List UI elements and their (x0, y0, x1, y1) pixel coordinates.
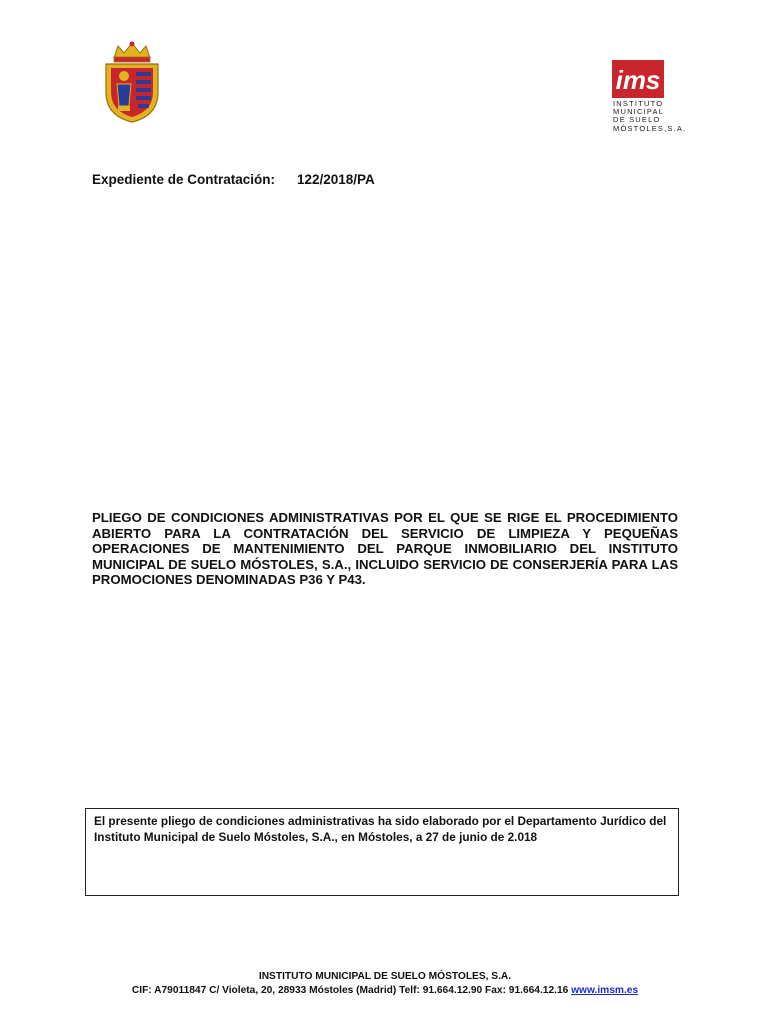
footer-contact-line (0, 984, 770, 998)
ims-logo-line: MUNICIPAL (613, 107, 665, 117)
expediente-line (92, 172, 375, 187)
page-footer (0, 970, 770, 997)
footer-contact-text: CIF: A79011847 C/ Violeta, 20, 28933 Móstoles (Madrid) Telf: 91.664.12.90 Fax: 91.664.12.16 (131, 984, 572, 996)
ims-logo-text (613, 100, 686, 133)
expediente-label: Expediente de Contratación: (92, 172, 276, 187)
document-title: PLIEGO DE CONDICIONES ADMINISTRATIVAS POR EL QUE SE RIGE EL PROCEDIMIENTO ABIERTO PARA LA CONTRATACIÓN DEL SERVICIO DE LIMPIEZA Y PEQUEÑAS OPERACIONES DE MANTENIMIENTO DEL PARQUE INMOBILIARIO DEL INSTITUTO MUNICIPAL DE SUELO MÓSTOLES, S.A., INCLUIDO SERVICIO DE CONSERJERÍA PARA LAS PROMOCIONES DENOMINADAS P36 Y P43. (92, 510, 678, 588)
authorship-note-text: El presente pliego de condiciones administrativas ha sido elaborado por el Departamento Jurídico del Instituto Municipal de Suelo Móstoles, S.A., en Móstoles, a 27 de junio de 2.018 (94, 814, 667, 844)
footer-company-name: INSTITUTO MUNICIPAL DE SUELO MÓSTOLES, S.A. (258, 971, 512, 982)
ims-logo-line: MÓSTOLES,S.A. (613, 123, 687, 133)
ims-logo-line: INSTITUTO (613, 99, 664, 108)
municipal-coat-of-arms-icon (100, 40, 164, 124)
ims-logo-icon (612, 60, 664, 98)
ims-mark-text: ims (615, 65, 661, 95)
expediente-value: 122/2018/PA (297, 172, 375, 187)
website-link[interactable]: www.imsm.es (571, 984, 639, 996)
authorship-note-box (85, 808, 679, 896)
ims-logo-line: DE SUELO (613, 115, 661, 125)
